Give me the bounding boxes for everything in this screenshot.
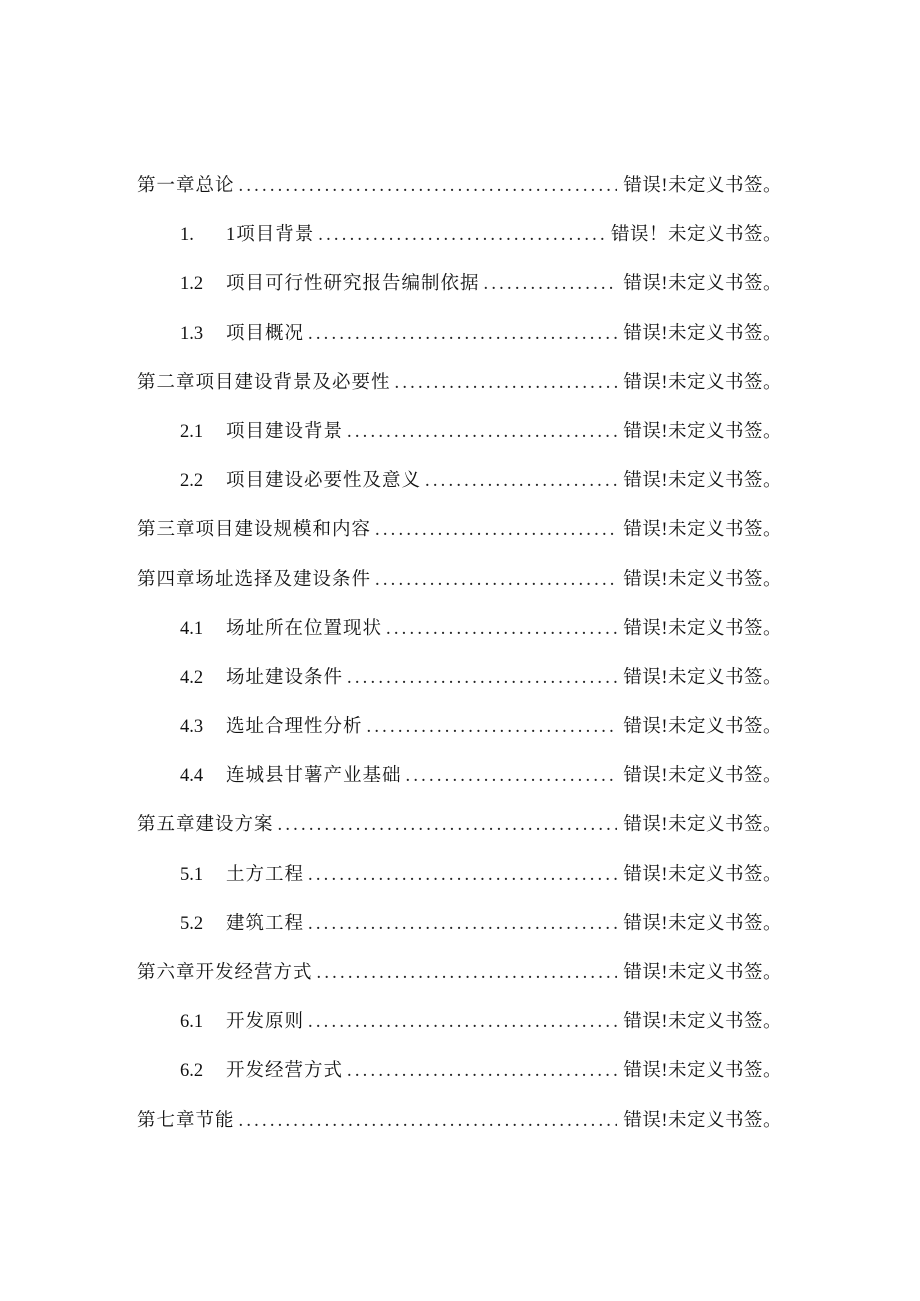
toc-number: 2.2 [180,471,204,492]
toc-title: 第四章场址选择及建设条件 [137,569,372,590]
toc-page-ref: 错误!未定义书签。 [623,766,782,787]
toc-title: 1项目背景 [226,225,315,246]
toc-title: 项目概况 [226,323,305,344]
dot-leader [239,162,618,211]
toc-number: 5.2 [180,913,204,934]
toc-page-ref: 错误!未定义书签。 [623,618,782,639]
toc-title: 场址建设条件 [226,667,344,688]
toc-page-ref: 错误!未定义书签。 [623,520,782,541]
toc-title: 建筑工程 [226,913,305,934]
dot-leader [308,998,617,1047]
toc-page-ref: 错误!未定义书签。 [623,864,782,885]
toc-title: 场址所在位置现状 [226,618,383,639]
toc-page-ref: 错误!未定义书签。 [623,372,782,393]
toc-entry[interactable] [0,211,920,260]
toc-number: 1.3 [180,323,204,344]
table-of-contents [0,162,920,1146]
toc-entry[interactable] [0,1047,920,1096]
dot-leader [375,506,617,555]
toc-title: 项目建设必要性及意义 [226,471,422,492]
toc-title: 项目可行性研究报告编制依据 [226,274,480,295]
toc-entry[interactable] [0,998,920,1047]
dot-leader [239,1097,618,1146]
toc-title: 第七章节能 [137,1110,235,1131]
toc-entry[interactable] [0,506,920,555]
toc-title: 开发原则 [226,1012,305,1033]
toc-title: 第五章建设方案 [137,815,274,836]
toc-page-ref: 错误!未定义书签。 [623,667,782,688]
toc-page-ref: 错误!未定义书签。 [623,1012,782,1033]
toc-number: 4.1 [180,618,204,639]
toc-entry[interactable] [0,605,920,654]
toc-entry[interactable] [0,801,920,850]
toc-entry[interactable] [0,162,920,211]
toc-number: 5.1 [180,864,204,885]
dot-leader [347,408,617,457]
toc-entry[interactable] [0,408,920,457]
dot-leader [308,310,617,359]
toc-entry[interactable] [0,359,920,408]
dot-leader [347,654,617,703]
dot-leader [317,949,618,998]
toc-title: 第六章开发经营方式 [137,963,313,983]
toc-page-ref: 错误!未定义书签。 [623,421,782,442]
dot-leader [347,1047,617,1096]
toc-page-ref: 错误!未定义书签。 [623,1110,782,1131]
toc-title: 项目建设背景 [226,421,344,442]
toc-number: 4.2 [180,667,204,688]
toc-number: 6.1 [180,1012,204,1033]
toc-page-ref: 错误!未定义书签。 [623,913,782,934]
dot-leader [425,457,617,506]
toc-entry[interactable] [0,1097,920,1146]
toc-entry[interactable] [0,260,920,309]
toc-entry[interactable] [0,752,920,801]
toc-page-ref: 错误!未定义书签。 [623,717,782,738]
dot-leader [484,260,618,309]
toc-entry[interactable] [0,556,920,605]
toc-title: 选址合理性分析 [226,717,363,738]
toc-number: 1.2 [180,274,204,295]
toc-page-ref: 错误!未定义书签。 [623,569,782,590]
dot-leader [406,752,618,801]
dot-leader [386,605,617,654]
dot-leader [375,556,617,605]
dot-leader [308,851,617,900]
toc-title: 第三章项目建设规模和内容 [137,520,372,541]
dot-leader [278,801,618,850]
toc-page-ref: 错误！未定义书签。 [610,225,782,246]
toc-number: 1. [180,225,194,246]
toc-page-ref: 错误!未定义书签。 [623,274,782,295]
toc-entry[interactable] [0,949,920,998]
toc-title: 第一章总论 [137,176,235,196]
dot-leader [367,703,618,752]
toc-title: 开发经营方式 [226,1061,344,1082]
toc-title: 第二章项目建设背景及必要性 [137,372,391,393]
toc-entry[interactable] [0,900,920,949]
toc-page-ref: 错误!未定义书签。 [623,471,782,492]
dot-leader [318,211,605,260]
toc-entry[interactable] [0,654,920,703]
toc-title: 土方工程 [226,864,305,885]
toc-page-ref: 错误!未定义书签。 [623,1061,782,1082]
toc-number: 2.1 [180,421,204,442]
toc-page-ref: 错误!未定义书签。 [623,176,782,196]
toc-page-ref: 错误!未定义书签。 [623,323,782,344]
toc-number: 4.4 [180,766,204,787]
toc-page-ref: 错误!未定义书签。 [623,815,782,836]
toc-entry[interactable] [0,703,920,752]
toc-entry[interactable] [0,851,920,900]
dot-leader [395,359,618,408]
toc-number: 6.2 [180,1061,204,1082]
toc-title: 连城县甘薯产业基础 [226,766,402,787]
dot-leader [308,900,617,949]
toc-number: 4.3 [180,717,204,738]
toc-page-ref: 错误!未定义书签。 [623,963,782,983]
toc-entry[interactable] [0,310,920,359]
toc-entry[interactable] [0,457,920,506]
